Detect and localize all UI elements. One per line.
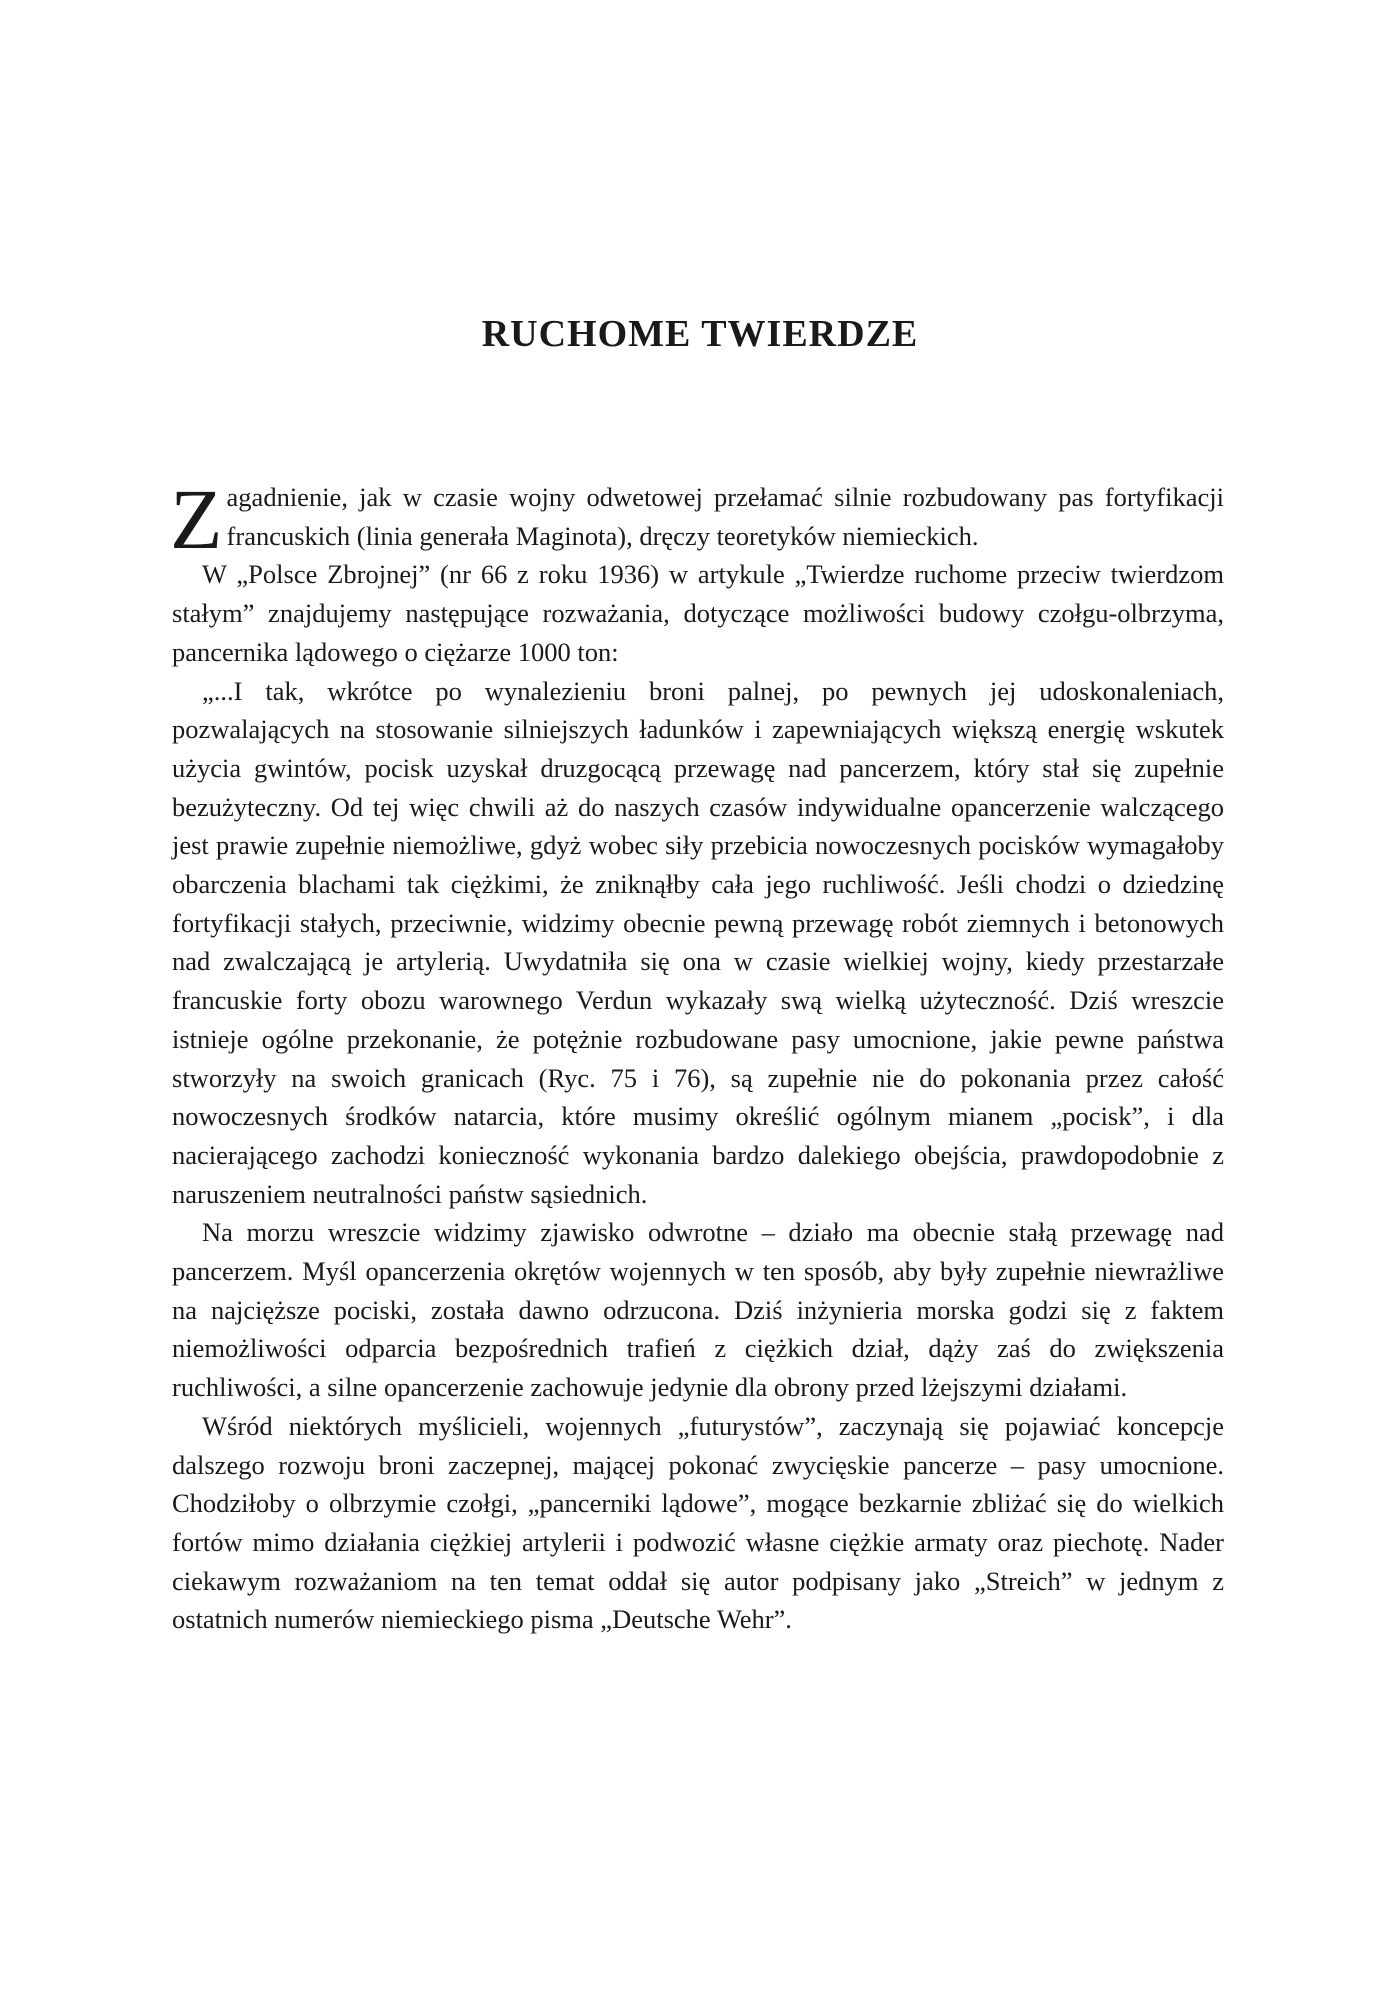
body-text — [170, 471, 1224, 1639]
drop-cap: Z — [170, 471, 223, 567]
paragraph-1 — [170, 471, 1224, 567]
paragraph-2: W „Polsce Zbrojnej” (nr 66 z roku 1936) w artykule „Twierdze ruchome przeciw twierdzom stałym” znajdujemy następujące rozważania, dotyczące możliwości budowy czołgu-olbrzyma, pancernika lądowego o ciężarze 1000 ton: — [172, 559, 1224, 667]
paragraph-3: „...I tak, wkrótce po wynalezieniu broni palnej, po pewnych jej udoskonaleniach, pozwalających na stosowanie silniejszych ładunków i zapewniających większą energię wskutek użycia gwintów, pocisk uzyskał druzgocącą przewagę nad pancerzem, który stał się zupełnie bezużyteczny. Od tej więc chwili aż do naszych czasów indywidualne opancerzenie walczącego jest prawie zupełnie niemożliwe, gdyż wobec siły przebicia nowoczesnych pocisków wymagałoby obarczenia blachami tak ciężkimi, że zniknąłby cała jego ruchliwość. Jeśli chodzi o dziedzinę fortyfikacji stałych, przeciwnie, widzimy obecnie pewną przewagę robót ziemnych i betonowych nad zwalczającą je artylerią. Uwydatniła się ona w czasie wielkiej wojny, kiedy przestarzałe francuskie forty obozu warownego Verdun wykazały swą wielką użyteczność. Dziś wreszcie istnieje ogólne przekonanie, że potężnie rozbudowane pasy umocnione, jakie pewne państwa stworzyły na swoich granicach (Ryc. 75 i 76), są zupełnie nie do pokonania przez całość nowoczesnych środków natarcia, które musimy określić ogólnym mianem „pocisk”, i dla nacierającego zachodzi konieczność wykonania bardzo dalekiego obejścia, prawdopodobnie z naruszeniem neutralności państw sąsiednich. — [172, 675, 1224, 1209]
chapter-title: RUCHOME TWIERDZE — [481, 313, 919, 355]
paragraph-1-text: agadnienie, jak w czasie wojny odwetowej przełamać silnie rozbudowany pas fortyfikacji francuskich (linia generała Maginota), dręczy teoretyków niemieckich. — [226, 482, 1224, 551]
paragraph-5: Wśród niektórych myślicieli, wojennych „futurystów”, zaczynają się pojawiać koncepcje dalszego rozwoju broni zaczepnej, mającej pokonać zwycięskie pancerze – pasy umocnione. Chodziłoby o olbrzymie czołgi, „pancerniki lądowe”, mogące bezkarnie zbliżać się do wielkich fortów mimo działania ciężkiej artylerii i podwozić własne ciężkie armaty oraz piechotę. Nader ciekawym rozważaniom na ten temat oddał się autor podpisany jako „Streich” w jednym z ostatnich numerów niemieckiego pisma „Deutsche Wehr”. — [172, 1410, 1224, 1635]
paragraph-4: Na morzu wreszcie widzimy zjawisko odwrotne – działo ma obecnie stałą przewagę nad pancerzem. Myśl opancerzenia okrętów wojennych w ten sposób, aby były zupełnie niewrażliwe na najcięższe pociski, została dawno odrzucona. Dziś inżynieria morska godzi się z faktem niemożliwości odparcia bezpośrednich trafień z ciężkich dział, dąży zaś do zwiększenia ruchliwości, a silne opancerzenie zachowuje jedynie dla obrony przed lżejszymi działami. — [172, 1217, 1224, 1403]
